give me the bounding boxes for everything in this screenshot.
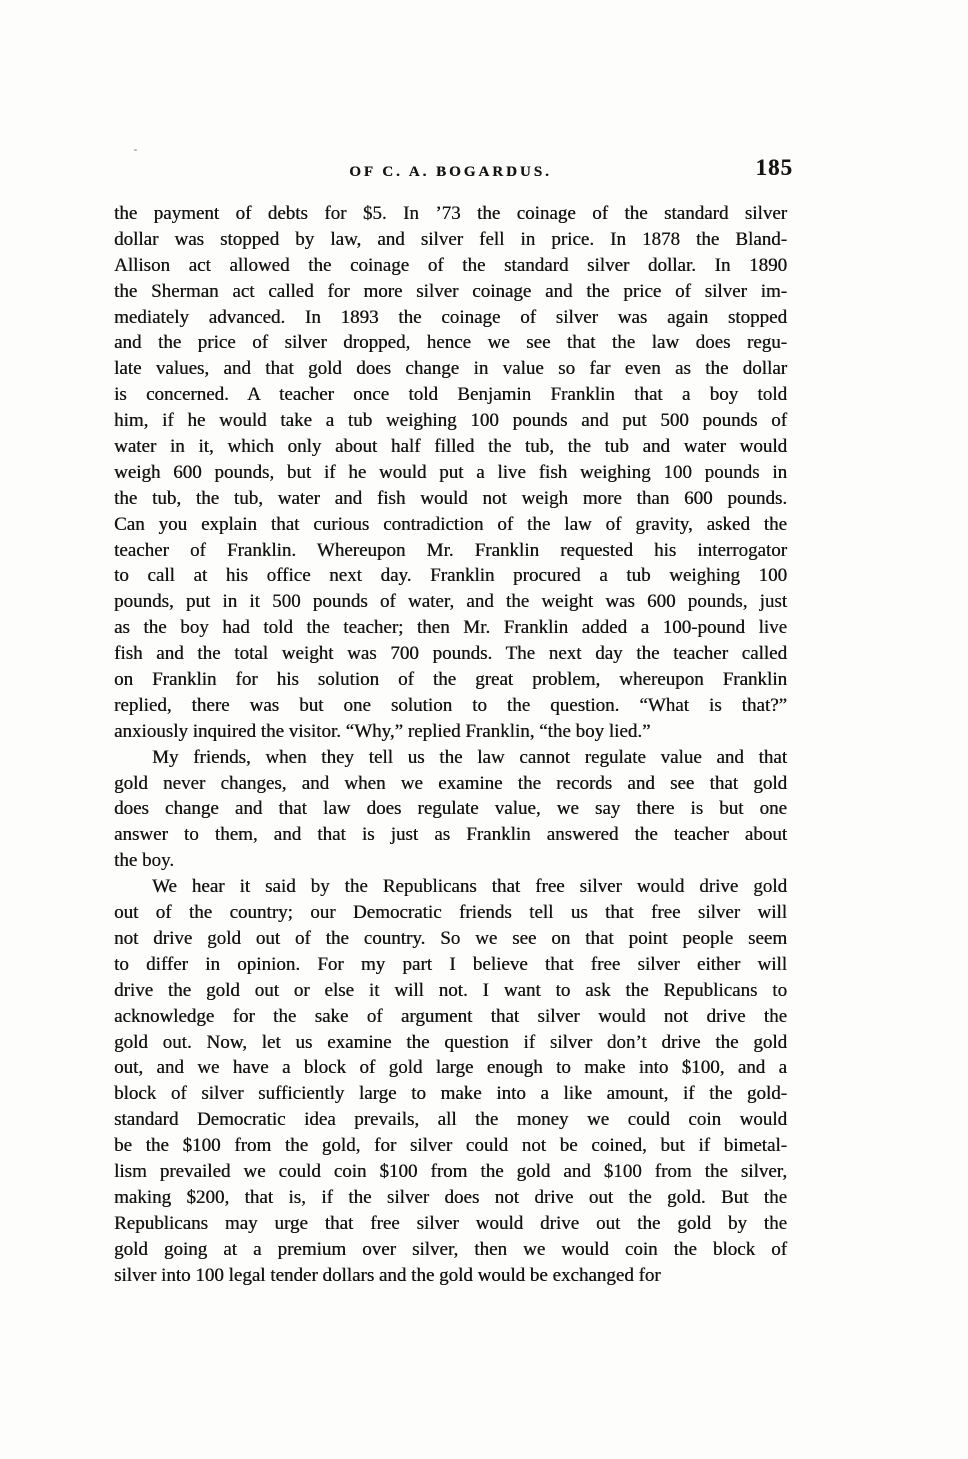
- running-title: OF C. A. BOGARDUS.: [349, 164, 552, 180]
- text-column: [114, 0, 793, 1459]
- text-line: teacher of Franklin. Whereupon Mr. Franklin requested his interrogator: [114, 539, 787, 561]
- text-line: weigh 600 pounds, but if he would put a live fish weighing 100 pounds in: [114, 461, 787, 483]
- text-line: late values, and that gold does change in value so far even as the dollar: [114, 358, 787, 380]
- text-line: replied, there was but one solution to the question. “What is that?”: [114, 694, 787, 716]
- text-line: the payment of debts for $5. In ’73 the coinage of the standard silver: [114, 203, 787, 224]
- text-line: gold going at a premium over silver, then we would coin the block of: [114, 1238, 787, 1260]
- text-line: to call at his office next day. Franklin procured a tub weighing 100: [114, 565, 787, 587]
- text-line: is concerned. A teacher once told Benjamin Franklin that a boy told: [114, 384, 787, 406]
- text-line: gold never changes, and when we examine the records and see that gold: [114, 772, 787, 794]
- text-line: acknowledge for the sake of argument that silver would not drive the: [114, 1005, 787, 1027]
- text-line: as the boy had told the teacher; then Mr. Franklin added a 100-pound live: [114, 617, 787, 639]
- text-line: the tub, the tub, water and fish would not weigh more than 600 pounds.: [114, 487, 787, 509]
- text-line: out of the country; our Democratic friends tell us that free silver will: [114, 902, 787, 924]
- text-line: answer to them, and that is just as Franklin answered the teacher about: [114, 824, 787, 846]
- text-line: making $200, that is, if the silver does not drive out the gold. But the: [114, 1186, 787, 1208]
- text-line: the Sherman act called for more silver coinage and the price of silver im-: [114, 280, 787, 302]
- text-line: drive the gold out or else it will not. I want to ask the Republicans to: [114, 979, 787, 1001]
- text-line: lism prevailed we could coin $100 from the gold and $100 from the silver,: [114, 1160, 787, 1182]
- text-line: mediately advanced. In 1893 the coinage of silver was again stopped: [114, 306, 787, 328]
- text-line: him, if he would take a tub weighing 100 pounds and put 500 pounds of: [114, 410, 787, 432]
- text-line: silver into 100 legal tender dollars and the gold would be exchanged for: [114, 1264, 661, 1286]
- text-line: and the price of silver dropped, hence we see that the law does regu-: [114, 332, 787, 354]
- text-line: Allison act allowed the coinage of the standard silver dollar. In 1890: [114, 254, 787, 276]
- text-line: water in it, which only about half filled the tub, the tub and water would: [114, 436, 787, 458]
- text-line: dollar was stopped by law, and silver fell in price. In 1878 the Bland-: [114, 228, 787, 250]
- text-line: be the $100 from the gold, for silver could not be coined, but if bimetal-: [114, 1135, 787, 1157]
- text-line: standard Democratic idea prevails, all the money we could coin would: [114, 1109, 787, 1131]
- text-line: Can you explain that curious contradiction of the law of gravity, asked the: [114, 513, 787, 535]
- text-line: anxiously inquired the visitor. “Why,” replied Franklin, “the boy lied.”: [114, 720, 651, 742]
- text-line: My friends, when they tell us the law cannot regulate value and that: [152, 746, 787, 768]
- text-line: to differ in opinion. For my part I believe that free silver either will: [114, 953, 787, 975]
- text-line: fish and the total weight was 700 pounds. The next day the teacher called: [114, 643, 787, 665]
- text-line: Republicans may urge that free silver would drive out the gold by the: [114, 1212, 787, 1234]
- text-line: block of silver sufficiently large to make into a like amount, if the gold-: [114, 1083, 787, 1105]
- text-line: gold out. Now, let us examine the question if silver don’t drive the gold: [114, 1031, 787, 1053]
- text-line: out, and we have a block of gold large enough to make into $100, and a: [114, 1057, 787, 1079]
- text-block: [114, 201, 787, 1288]
- text-line: pounds, put in it 500 pounds of water, and the weight was 600 pounds, just: [114, 591, 787, 613]
- page-number: 185: [755, 155, 793, 180]
- text-line: the boy.: [114, 850, 174, 872]
- text-line: does change and that law does regulate value, we say there is but one: [114, 798, 787, 820]
- text-line: on Franklin for his solution of the great problem, whereupon Franklin: [114, 669, 787, 691]
- text-line: not drive gold out of the country. So we see on that point people seem: [114, 927, 787, 949]
- text-line: We hear it said by the Republicans that free silver would drive gold: [152, 876, 787, 898]
